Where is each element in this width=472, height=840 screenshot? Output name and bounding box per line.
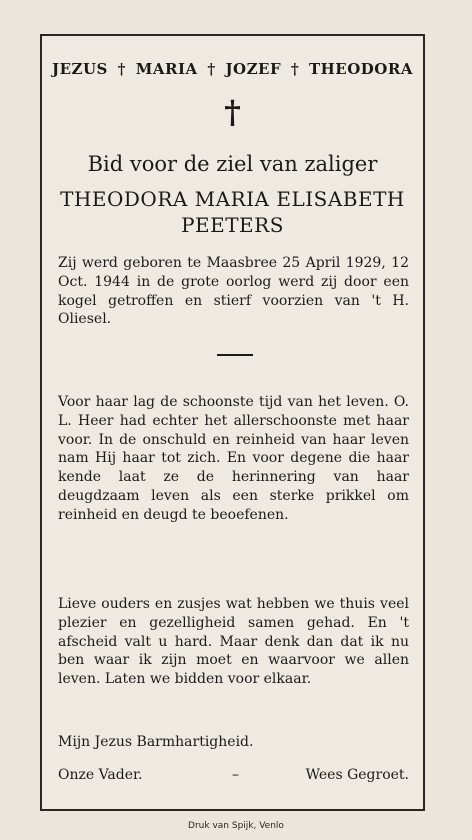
closing-dash: – [232, 767, 239, 783]
header-name-maria: MARIA [135, 60, 198, 78]
memorial-card [40, 34, 425, 811]
biography-text: Zij werd geboren te Maasbree 25 April 1929, 12 Oct. 1944 in de grote oorlog werd zij door een kogel getroffen en stierf voorzien van 't H. Oliesel. [58, 255, 409, 328]
paragraph-reflection: Voor haar lag de schoonste tijd van het leven. O. L. Heer had echter het allerschoonste met haar voor. In de onschuld en reinheid van haar leven nam Hij haar tot zich. En voor degene die haar kende laat ze de herinnering van haar deugdzaam leven als een sterke prikkel om reinheid en deugd te beoefenen. [58, 394, 409, 523]
closing-prayer-left: Onze Vader. [58, 767, 143, 783]
header-names [42, 60, 423, 78]
invocation-text: Mijn Jezus Barmhartigheid. [58, 734, 254, 750]
header-name-jozef: JOZEF [225, 60, 282, 78]
header-name-theodora: THEODORA [308, 60, 413, 78]
printer-credit: Druk van Spijk, Venlo [188, 821, 284, 831]
cross-separator-icon: † [290, 60, 300, 78]
deceased-name-line1: THEODORA MARIA ELISABETH [60, 187, 405, 211]
header-name-jezus: JEZUS [52, 60, 108, 78]
deceased-name [42, 186, 423, 238]
closing-prayer-right: Wees Gegroet. [305, 767, 409, 783]
cross-icon: † [224, 93, 241, 131]
prayer-heading: Bid voor de ziel van zaliger [87, 152, 378, 176]
divider [217, 354, 253, 356]
deceased-name-line2: PEETERS [181, 213, 284, 237]
cross-separator-icon: † [117, 60, 126, 78]
paragraph-farewell: Lieve ouders en zusjes wat hebben we thuis veel plezier en gezelligheid samen gehad. En 't afscheid valt u hard. Maar denk dan dat ik nu ben waar ik zijn moet en waarvoor we allen leven. Laten we bidden voor elkaar. [58, 596, 409, 688]
cross-separator-icon: † [207, 60, 216, 78]
